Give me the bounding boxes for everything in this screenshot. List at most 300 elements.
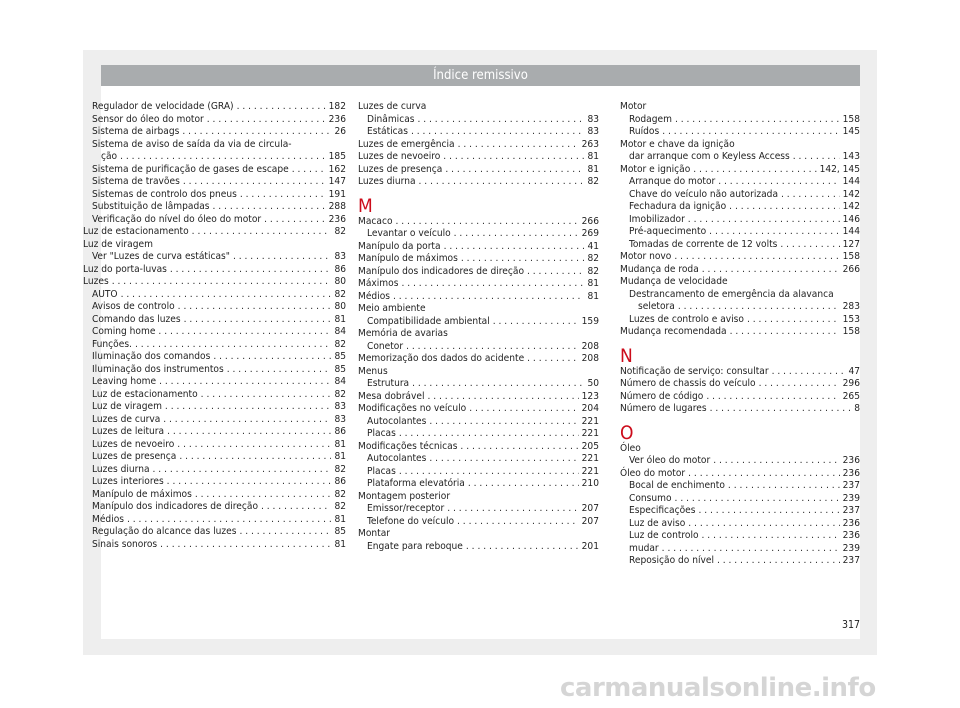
index-entry [83, 351, 346, 364]
entry-page-number: 236 [842, 467, 860, 479]
entry-page-number: 83 [334, 413, 346, 425]
dot-leader [213, 351, 331, 364]
entry-page-number: 221 [581, 415, 599, 427]
index-entry [358, 164, 599, 177]
entry-page-number: 296 [842, 378, 860, 389]
dot-leader [454, 228, 579, 241]
entry-label: Regulador de velocidade (GRA) [92, 101, 234, 112]
entry-page-number: 82 [334, 463, 346, 475]
entry-page-number: 127 [842, 238, 860, 250]
index-entry [358, 391, 599, 404]
entry-label: dar arranque com o Keyless Access [629, 151, 790, 162]
dot-leader [458, 139, 579, 152]
dot-leader [406, 341, 579, 354]
entry-page-number: 82 [587, 176, 599, 187]
entry-label: Luzes de curva [92, 413, 161, 425]
index-entry [358, 366, 599, 379]
entry-page-number: 182 [328, 101, 346, 112]
entry-page-number: 283 [842, 301, 860, 312]
entry-label: Memória de avarias [358, 328, 448, 339]
entry-page-number: 144 [842, 226, 860, 237]
entry-page-number: 201 [581, 540, 599, 552]
entry-label: Modificações no veículo [358, 403, 467, 414]
entry-page-number: 81 [587, 290, 599, 302]
index-entry [83, 326, 346, 339]
dot-leader [662, 543, 840, 556]
entry-page-number: 82 [334, 288, 346, 300]
entry-label: Luz de estacionamento [92, 388, 198, 400]
entry-label: Manípulo de máximos [92, 488, 192, 500]
dot-leader [292, 164, 326, 177]
entry-label: Sinais sonoros [92, 538, 158, 550]
entry-label: Emissor/receptor [367, 503, 445, 514]
entry-page-number: 147 [328, 176, 346, 187]
entry-label: Luzes de controlo e aviso [629, 313, 744, 325]
entry-page-number: 185 [328, 151, 346, 162]
index-entry [620, 201, 860, 214]
entry-page-number: 237 [842, 555, 860, 566]
entry-page-number: 265 [842, 390, 860, 402]
dot-leader [135, 339, 332, 352]
entry-label: ção [101, 151, 118, 162]
entry-label: Memorização dos dados do acidente [358, 353, 525, 364]
index-entry [83, 226, 346, 239]
entry-label: Funções. [92, 338, 132, 350]
entry-page-number: 221 [581, 428, 599, 439]
index-entry [620, 403, 860, 416]
entry-label: Manípulo da porta [358, 240, 441, 252]
dot-leader [662, 126, 839, 139]
index-entry [620, 189, 860, 202]
entry-label: Número de código [620, 390, 704, 402]
entry-label: Comando das luzes [92, 313, 181, 325]
index-entry [83, 526, 346, 539]
entry-label: Estáticas [367, 126, 408, 137]
index-entry [358, 378, 599, 391]
entry-page-number: 82 [587, 265, 599, 277]
dot-leader [182, 126, 331, 139]
entry-page-number: 207 [581, 515, 599, 527]
index-entry [620, 326, 860, 339]
entry-label: Reposição do nível [629, 555, 714, 566]
index-entry [358, 503, 599, 516]
entry-page-number: 204 [581, 403, 599, 414]
entry-page-number: 81 [334, 513, 346, 525]
index-entry [358, 101, 599, 114]
entry-label: Luzes diurna [358, 176, 416, 187]
dot-leader [427, 391, 578, 404]
index-entry [620, 301, 860, 314]
entry-page-number: 207 [581, 503, 599, 514]
entry-page-number: 142 [842, 201, 860, 212]
entry-page-number: 83 [587, 113, 599, 125]
dot-leader [688, 468, 840, 481]
index-entry [620, 126, 860, 139]
entry-page-number: 8 [854, 403, 860, 414]
entry-label: Especificações [629, 505, 696, 516]
index-entry [358, 253, 599, 266]
entry-label: Notificação de serviço: consultar [620, 365, 769, 377]
entry-label: Sistema de aviso de saída da via de circula- [92, 138, 292, 150]
dot-leader [469, 403, 578, 416]
dot-leader [729, 201, 839, 214]
dot-leader [177, 439, 331, 452]
entry-label: Modificações técnicas [358, 440, 458, 452]
entry-label: Motor novo [620, 251, 672, 262]
entry-label: Engate para reboque [367, 540, 463, 552]
entry-label: Luzes de presença [358, 163, 443, 175]
entry-label: Luz do porta-luvas [83, 263, 167, 275]
entry-label: Luz de controlo [629, 530, 699, 541]
dot-leader [466, 541, 579, 554]
dot-leader [261, 501, 331, 514]
entry-page-number: 84 [334, 326, 346, 337]
index-entry [83, 451, 346, 464]
dot-leader [702, 264, 840, 277]
entry-page-number: 162 [328, 163, 346, 175]
entry-label: Coming home [92, 326, 156, 337]
index-entry [358, 139, 599, 152]
dot-leader [674, 251, 839, 264]
dot-leader [675, 114, 840, 127]
entry-page-number: 263 [581, 138, 599, 150]
index-entry [83, 239, 346, 252]
entry-label: Médios [92, 513, 125, 525]
entry-page-number: 81 [587, 278, 599, 289]
entry-label: Compatibilidade ambiental [367, 315, 490, 327]
entry-label: Máximos [358, 278, 399, 289]
index-entry [620, 518, 860, 531]
entry-label: Montar [358, 528, 391, 539]
entry-page-number: 82 [587, 253, 599, 264]
dot-leader [759, 378, 840, 391]
dot-leader [418, 114, 585, 127]
entry-page-number: 81 [587, 163, 599, 175]
entry-label: Sensor do óleo do motor [92, 113, 204, 125]
dot-leader [443, 151, 584, 164]
entry-label: Montagem posterior [358, 490, 451, 502]
entry-label: mudar [629, 542, 659, 554]
dot-leader [192, 226, 332, 239]
dot-leader [678, 301, 840, 314]
dot-leader [399, 428, 579, 441]
entry-label: Tomadas de corrente de 12 volts [629, 238, 778, 250]
entry-page-number: 210 [581, 478, 599, 489]
index-entry [83, 501, 346, 514]
index-entry [620, 251, 860, 264]
entry-page-number: 82 [334, 488, 346, 500]
dot-leader [167, 476, 332, 489]
entry-label: Luzes de leitura [92, 426, 165, 437]
watermark-text: carmanualsonline.info [560, 673, 876, 703]
entry-label: Chave do veículo não autorizada [629, 188, 779, 200]
index-entry [620, 239, 860, 252]
dot-leader [718, 176, 839, 189]
dot-leader [213, 201, 326, 214]
dot-leader [419, 176, 585, 189]
entry-label: Meio ambiente [358, 303, 426, 314]
dot-leader [158, 326, 331, 339]
entry-label: Número de lugares [620, 403, 707, 414]
entry-label: Menus [358, 365, 388, 377]
index-entry [358, 541, 599, 554]
entry-label: Telefone do veículo [367, 515, 455, 527]
dot-leader [527, 266, 584, 279]
index-entry [83, 289, 346, 302]
dot-leader [457, 516, 579, 529]
entry-label: Sistema de airbags [92, 126, 180, 137]
index-entry [358, 303, 599, 316]
index-entry [83, 414, 346, 427]
index-entry [620, 505, 860, 518]
entry-label: Sistema de travões [92, 176, 180, 187]
entry-label: Macaco [358, 215, 393, 227]
entry-page-number: 41 [587, 240, 599, 252]
page-header: Índice remissivo [101, 65, 860, 86]
entry-page-number: 80 [334, 301, 346, 312]
index-entry [358, 341, 599, 354]
entry-label: Luzes diurna [92, 463, 150, 475]
dot-leader [165, 401, 332, 414]
entry-page-number: 82 [334, 388, 346, 400]
entry-label: Fechadura da ignição [629, 201, 727, 212]
index-entry [620, 391, 860, 404]
entry-page-number: 208 [581, 340, 599, 352]
index-entry [83, 201, 346, 214]
index-entry [358, 176, 599, 189]
entry-page-number: 86 [334, 426, 346, 437]
entry-label: Número de chassis do veículo [620, 378, 756, 389]
index-entry [358, 216, 599, 229]
dot-leader [717, 555, 840, 568]
entry-page-number: 158 [842, 326, 860, 337]
dot-leader [730, 326, 840, 339]
entry-page-number: 237 [842, 480, 860, 491]
index-entry [83, 314, 346, 327]
entry-label: Regulação do alcance das luzes [92, 526, 237, 537]
entry-page-number: 142 [842, 188, 860, 200]
index-entry [620, 289, 860, 302]
index-entry [358, 151, 599, 164]
index-entry [620, 366, 860, 379]
index-entry [620, 276, 860, 289]
entry-label: Luzes de nevoeiro [358, 151, 441, 162]
entry-label: Levantar o veículo [367, 228, 451, 239]
dot-leader [183, 176, 326, 189]
entry-label: Óleo do motor [620, 467, 686, 479]
index-entry [83, 126, 346, 139]
entry-label: AUTO [92, 288, 118, 300]
entry-label: Motor e chave da ignição [620, 138, 735, 150]
entry-label: Iluminação dos comandos [92, 351, 211, 362]
entry-page-number: 144 [842, 176, 860, 187]
entry-label: Consumo [629, 492, 672, 504]
entry-page-number: 191 [328, 188, 346, 200]
index-entry [83, 439, 346, 452]
entry-page-number: 236 [842, 517, 860, 529]
dot-leader [445, 164, 584, 177]
entry-label: Ver "Luzes de curva estáticas" [92, 251, 230, 262]
dot-leader [393, 291, 584, 304]
dot-leader [493, 316, 579, 329]
index-entry [83, 476, 346, 489]
index-entry [620, 455, 860, 468]
dot-leader [207, 114, 326, 127]
entry-label: seletora [638, 301, 675, 312]
dot-leader [675, 493, 840, 506]
entry-label: Pré-aquecimento [629, 226, 707, 237]
entry-label: Luzes de emergência [358, 138, 455, 150]
entry-page-number: 208 [581, 353, 599, 364]
index-entry [358, 453, 599, 466]
entry-label: Leaving home [92, 376, 157, 387]
dot-leader [702, 530, 840, 543]
index-entry [83, 264, 346, 277]
entry-page-number: 221 [581, 465, 599, 477]
index-entry [620, 164, 860, 177]
entry-page-number: 26 [334, 126, 346, 137]
entry-page-number: 81 [334, 538, 346, 550]
dot-leader [184, 314, 332, 327]
dot-leader [170, 264, 332, 277]
entry-label: Médios [358, 290, 391, 302]
index-entry [83, 251, 346, 264]
entry-label: Luz de viragem [92, 401, 162, 412]
dot-leader [429, 416, 578, 429]
index-entry [358, 291, 599, 304]
dot-leader [179, 451, 331, 464]
entry-page-number: 146 [842, 213, 860, 225]
dot-leader [710, 403, 852, 416]
index-entry [83, 426, 346, 439]
index-entry [620, 214, 860, 227]
dot-leader [693, 164, 816, 177]
dot-leader [396, 216, 579, 229]
dot-leader [240, 189, 326, 202]
entry-page-number: 205 [581, 440, 599, 452]
index-entry [83, 164, 346, 177]
entry-label: Sistemas de controlo dos pneus [92, 188, 237, 200]
entry-label: Avisos de controlo [92, 301, 175, 312]
entry-page-number: 80 [334, 276, 346, 287]
entry-label: Estrutura [367, 378, 410, 389]
dot-leader [399, 466, 579, 479]
dot-leader [412, 378, 584, 391]
entry-label: Ruídos [629, 126, 660, 137]
dot-leader [153, 464, 332, 477]
entry-label: Substituição de lâmpadas [92, 201, 210, 212]
entry-label: Rodagem [629, 113, 672, 125]
section-letter: M [358, 194, 373, 217]
dot-leader [120, 151, 326, 164]
entry-label: Ver óleo do motor [629, 455, 711, 466]
entry-page-number: 236 [842, 530, 860, 541]
entry-label: Dinâmicas [367, 113, 415, 125]
entry-label: Motor e ignição [620, 163, 691, 175]
entry-page-number: 153 [842, 313, 860, 325]
entry-page-number: 239 [842, 542, 860, 554]
index-entry [620, 555, 860, 568]
index-entry [358, 228, 599, 241]
entry-page-number: 47 [848, 365, 860, 377]
entry-label: Luzes interiores [92, 476, 164, 487]
index-entry [83, 464, 346, 477]
entry-label: Imobilizador [629, 213, 685, 225]
entry-page-number: 81 [334, 438, 346, 450]
dot-leader [706, 391, 839, 404]
entry-label: Motor [620, 101, 647, 112]
index-entry [358, 441, 599, 454]
entry-page-number: 143 [842, 151, 860, 162]
entry-page-number: 221 [581, 453, 599, 464]
index-column-2 [358, 101, 599, 553]
entry-page-number: 83 [587, 126, 599, 137]
index-entry [83, 189, 346, 202]
index-entry [83, 101, 346, 114]
index-entry [358, 278, 599, 291]
entry-page-number: 237 [842, 505, 860, 516]
index-entry [83, 389, 346, 402]
index-entry [358, 516, 599, 529]
index-entry [83, 114, 346, 127]
entry-label: Autocolantes [367, 453, 427, 464]
index-entry [358, 478, 599, 491]
dot-leader [264, 214, 326, 227]
dot-leader [159, 376, 331, 389]
entry-page-number: 85 [334, 526, 346, 537]
dot-leader [201, 389, 332, 402]
entry-page-number: 83 [334, 251, 346, 262]
entry-label: Arranque do motor [629, 176, 716, 187]
index-entry [358, 428, 599, 441]
entry-label: Placas [367, 428, 396, 439]
entry-page-number: 86 [334, 263, 346, 275]
dot-leader [227, 364, 332, 377]
dot-leader [195, 489, 332, 502]
entry-page-number: 158 [842, 251, 860, 262]
index-entry [358, 528, 599, 541]
index-entry [620, 480, 860, 493]
page-number: 317 [841, 619, 860, 631]
entry-label: Luzes [83, 276, 109, 287]
entry-label: Plataforma elevatória [367, 478, 465, 489]
index-entry [620, 139, 860, 152]
entry-label: Conetor [367, 340, 404, 352]
entry-label: Luz de viragem [83, 238, 153, 250]
entry-page-number: 269 [581, 228, 599, 239]
dot-leader [411, 126, 584, 139]
index-entry [358, 328, 599, 341]
dot-leader [121, 289, 332, 302]
entry-page-number: 86 [334, 476, 346, 487]
entry-label: Luzes de nevoeiro [92, 438, 175, 450]
entry-page-number: 159 [581, 315, 599, 327]
index-entry [620, 101, 860, 114]
dot-leader [468, 478, 579, 491]
section-letter: N [620, 344, 633, 367]
entry-page-number: 239 [842, 492, 860, 504]
entry-label: Luz de estacionamento [83, 226, 189, 237]
index-entry [83, 489, 346, 502]
index-entry [620, 543, 860, 556]
index-entry [83, 376, 346, 389]
entry-page-number: 82 [334, 501, 346, 512]
entry-page-number: 85 [334, 363, 346, 375]
index-entry [83, 276, 346, 289]
index-entry [358, 316, 599, 329]
dot-leader [780, 239, 839, 252]
dot-leader [127, 514, 331, 527]
